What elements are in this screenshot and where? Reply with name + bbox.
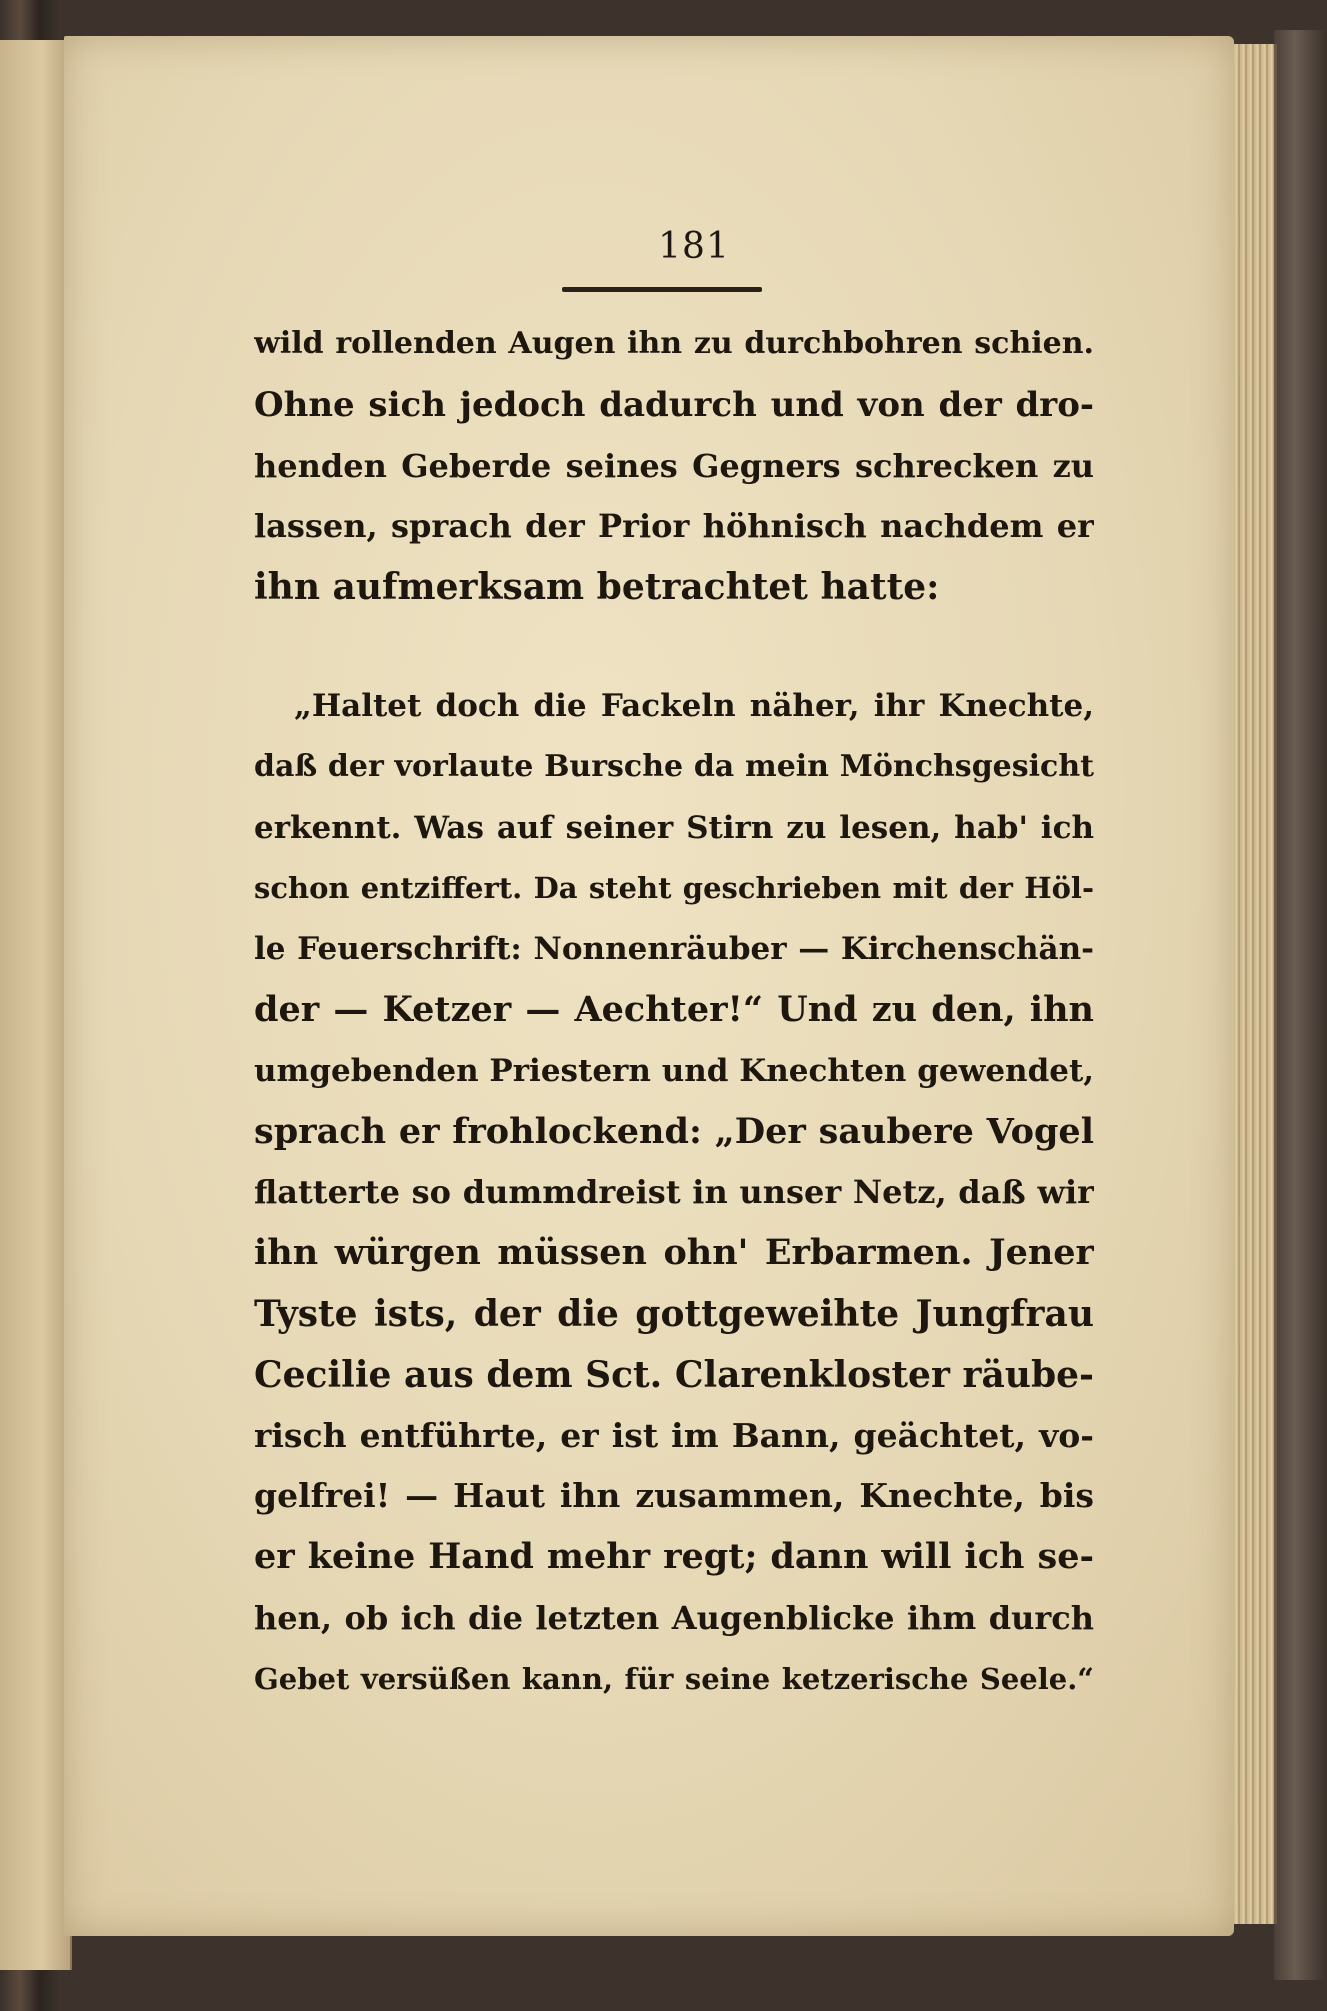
text-line: hen, ob ich die letzten Augenblicke ihm durch	[254, 1598, 1094, 1637]
text-line: der — Ketzer — Aechter!“ Und zu den, ihn	[254, 988, 1094, 1030]
text-line: Tyste ists, der die gottgeweihte Jungfrau	[254, 1292, 1094, 1335]
page-edges	[1234, 44, 1277, 1924]
text-line: daß der vorlaute Bursche da mein Mönchsgesicht	[254, 748, 1094, 784]
text-line: henden Geberde seines Gegners schrecken zu	[254, 446, 1094, 485]
text-line: „Haltet doch die Fackeln näher, ihr Knechte,	[294, 687, 1094, 724]
text-line: Ohne sich jedoch dadurch und von der dro-	[254, 384, 1094, 425]
text-line: le Feuerschrift: Nonnenräuber — Kirchenschän-	[254, 931, 1094, 968]
text-line: risch entführte, er ist im Bann, geächtet, vo-	[254, 1415, 1094, 1455]
text-line: flatterte so dummdreist in unser Netz, daß wir	[254, 1173, 1094, 1212]
book-cover-edge	[1274, 30, 1327, 1980]
text-line: lassen, sprach der Prior höhnisch nachdem er	[254, 507, 1094, 546]
header-rule	[562, 287, 762, 292]
text-line: gelfrei! — Haut ihn zusammen, Knechte, bis	[254, 1476, 1094, 1516]
text-line: er keine Hand mehr regt; dann will ich se-	[254, 1536, 1094, 1578]
text-line: Cecilie aus dem Sct. Clarenkloster räube-	[254, 1353, 1094, 1396]
text-line: schon entziffert. Da steht geschrieben mit der Höl-	[254, 871, 1094, 906]
book-page	[64, 36, 1234, 1936]
text-line: ihn aufmerksam betrachtet hatte:	[254, 566, 940, 609]
text-line: sprach er frohlockend: „Der saubere Vogel	[254, 1110, 1094, 1152]
page-number: 181	[658, 226, 730, 267]
text-line: ihn würgen müssen ohn' Erbarmen. Jener	[254, 1232, 1094, 1274]
text-line: erkennt. Was auf seiner Stirn zu lesen, hab' ich	[254, 809, 1094, 846]
facing-page-edge	[0, 40, 72, 1970]
text-line: wild rollenden Augen ihn zu durchbohren schien.	[254, 326, 1094, 361]
body-text	[254, 314, 1094, 1710]
paragraph-gap	[254, 618, 1094, 676]
text-line: Gebet versüßen kann, für seine ketzerische Seele.“	[254, 1661, 1094, 1696]
text-line: umgebenden Priestern und Knechten gewendet,	[254, 1052, 1094, 1089]
